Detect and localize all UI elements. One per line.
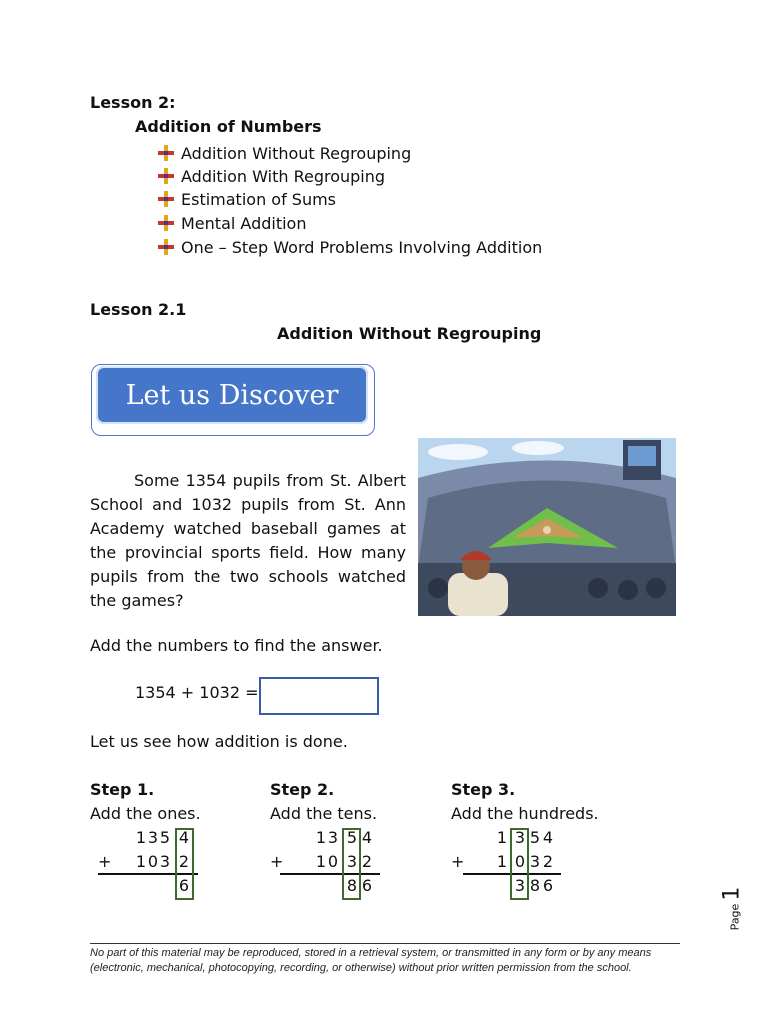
banner-label: Let us Discover [125,379,339,411]
arrow-bullet-icon [157,238,175,256]
page-label: Page [728,903,742,931]
digit: 3 [529,852,541,871]
digit: 3 [147,828,159,847]
lesson-subtitle: Addition of Numbers [135,117,322,136]
topic-item [157,187,336,211]
answer-box[interactable] [259,677,379,715]
topic-label: Addition With Regrouping [181,166,386,186]
addition-grid [270,826,430,898]
topic-label: Mental Addition [181,213,307,233]
step-1 [90,778,250,898]
plus-sign: + [270,852,284,871]
footer-divider [90,943,680,944]
step-title: Step 2. [270,780,335,799]
addition-grid [451,826,611,898]
lesson-title: Lesson 2: [90,93,176,112]
tens-column-highlight [342,828,361,900]
equation-text: 1354 + 1032 = [135,683,259,702]
baseball-stadium-illustration [418,438,676,616]
step-description: Add the ones. [90,804,201,823]
digit: 3 [327,828,339,847]
topic-label: One – Step Word Problems Involving Addition [181,237,543,257]
digit: 1 [135,828,147,847]
ones-column-highlight [175,828,194,900]
plus-sign: + [451,852,465,871]
digit: 1 [496,828,508,847]
page-number [716,880,746,930]
digit: 0 [327,852,339,871]
digit: 1 [315,852,327,871]
topic-item [157,164,385,188]
addition-grid [90,826,250,898]
digit: 6 [542,876,554,895]
step-description: Add the tens. [270,804,378,823]
digit: 2 [178,852,190,871]
digit: 3 [346,852,358,871]
digit: 8 [529,876,541,895]
digit: 0 [147,852,159,871]
digit: 5 [529,828,541,847]
digit: 2 [542,852,554,871]
digit: 2 [361,852,373,871]
digit: 3 [159,852,171,871]
digit [159,874,171,898]
digit: 4 [542,828,554,847]
topic-label: Addition Without Regrouping [181,143,412,163]
digit: 3 [514,876,526,895]
step-description: Add the hundreds. [451,804,599,823]
plus-sign: + [98,852,112,871]
digit: 8 [346,876,358,895]
digit: 6 [361,876,373,895]
topic-item [157,141,411,165]
arrow-bullet-icon [157,144,175,162]
digit: 6 [178,876,190,895]
digit: 5 [159,828,171,847]
lets-discover-banner [96,366,368,424]
digit: 5 [346,828,358,847]
hundreds-column-highlight [510,828,529,900]
arrow-bullet-icon [157,167,175,185]
digit: 4 [361,828,373,847]
digit: 1 [135,852,147,871]
digit: 4 [178,828,190,847]
digit: 1 [496,852,508,871]
digit: 0 [514,852,526,871]
topic-label: Estimation of Sums [181,189,337,209]
section-heading: Addition Without Regrouping [277,324,542,343]
arrow-bullet-icon [157,214,175,232]
digit: 3 [514,828,526,847]
instruction-text: Add the numbers to find the answer. [90,636,383,655]
problem-text: Some 1354 pupils from St. Albert School and 1032 pupils from St. Ann Academy watched baseball games at the provincial sports field. How many pupils from the two schools watched the games? [90,471,406,610]
digit: 1 [315,828,327,847]
section-title: Lesson 2.1 [90,300,187,319]
step-title: Step 3. [451,780,516,799]
arrow-bullet-icon [157,190,175,208]
step-title: Step 1. [90,780,155,799]
topic-item [157,235,542,259]
copyright-footer: No part of this material may be reproduced, stored in a retrieval system, or transmitted in any form or by any means (electronic, mechanical, photocopying, recording, or otherwise) without prior written permission from the school. [90,947,652,974]
page-num: 1 [719,886,745,901]
step-3 [451,778,611,898]
word-problem [90,469,406,613]
followup-text: Let us see how addition is done. [90,732,348,751]
step-2 [270,778,430,898]
topic-item [157,211,306,235]
